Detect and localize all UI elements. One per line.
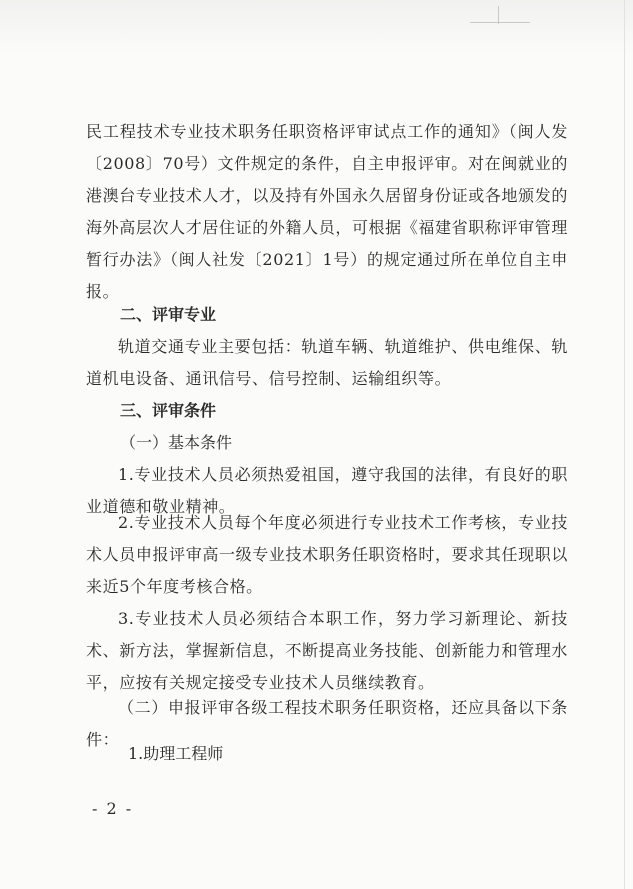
paragraph-condition-2: 2.专业技术人员每个年度必须进行专业技术工作考核，专业技术人员申报评审高一级专业技术职务任职资格时，要求其任现职以来近5个年度考核合格。: [86, 513, 568, 596]
paragraph-subsection-2: （二）申报评审各级工程技术职务任职资格，还应具备以下条件：: [86, 698, 568, 749]
scan-mark: [470, 22, 530, 23]
subsection-heading-basic-conditions: （一）基本条件: [120, 433, 233, 452]
page-right-edge: [624, 0, 625, 889]
paragraph-condition-3: 3.专业技术人员必须结合本职工作，努力学习新理论、新技术、新方法，掌握新信息，不断提高业务技能、创新能力和管理水平，应按有关规定接受专业技术人员继续教育。: [86, 609, 568, 692]
paragraph-specialties: 轨道交通专业主要包括：轨道车辆、轨道维护、供电维保、轨道机电设备、通讯信号、信号控制、运输组织等。: [86, 337, 568, 388]
paragraph-condition-1: 1.专业技术人员必须热爱祖国，遵守我国的法律，有良好的职业道德和敬业精神。: [86, 465, 568, 516]
section-heading-review-specialty: 二、评审专业: [120, 305, 217, 324]
paragraph-continuation: 民工程技术专业技术职务任职资格评审试点工作的通知》（闽人发〔2008〕70号）文件规定的条件，自主申报评审。对在闽就业的港澳台专业技术人才，以及持有外国永久居留身份证或各地颁发的海外高层次人才居住证的外籍人员，可根据《福建省职称评审管理暂行办法》（闽人社发〔2021〕1号）的规定通过所在单位自主申报。: [86, 122, 568, 301]
page-number: - 2 -: [92, 799, 134, 818]
item-heading-assistant-engineer: 1.助理工程师: [128, 744, 224, 763]
scan-top-edge: [0, 0, 633, 52]
section-heading-review-conditions: 三、评审条件: [120, 401, 217, 420]
